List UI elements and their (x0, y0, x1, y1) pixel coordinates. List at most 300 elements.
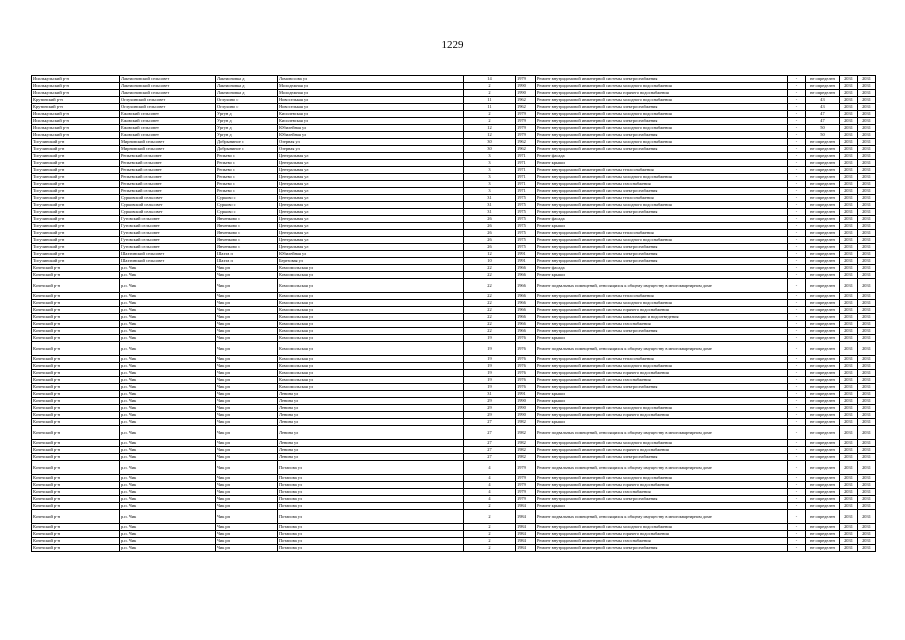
cell-house-number: 26 (464, 223, 516, 230)
cell-plan-year-end: 2031 (858, 461, 876, 475)
cell-work-type: Ремонт внутридомовой инженерной системы холодного водоснабжения (536, 202, 788, 209)
cell-house-number: 3 (464, 188, 516, 195)
cell-area: не определен (806, 384, 840, 391)
cell-plan-year-start: 2031 (840, 328, 858, 335)
repair-register-table (31, 75, 876, 552)
cell-build-year: 1971 (516, 174, 536, 181)
cell-house-number: 19 (464, 356, 516, 363)
cell-plan-year-start: 2031 (840, 419, 858, 426)
cell-plan-year-end: 2031 (858, 300, 876, 307)
cell-house-number: 30 (464, 146, 516, 153)
cell-district: Тогучинский р-н (32, 216, 120, 223)
cell-col-dash: - (788, 384, 806, 391)
cell-plan-year-start: 2031 (840, 461, 858, 475)
cell-district: Кочечский р-н (32, 342, 120, 356)
cell-work-type: Ремонт внутридомовой инженерной системы электроснабжения (536, 454, 788, 461)
cell-plan-year-start: 2031 (840, 482, 858, 489)
cell-work-type: Ремонт внутридомовой инженерной системы горячего водоснабжения (536, 370, 788, 377)
cell-street: Юбилейная ул (278, 132, 464, 139)
cell-municipality: Сурковский сельсовет (120, 195, 216, 202)
cell-house-number: 22 (464, 300, 516, 307)
cell-street: Центральная ул (278, 160, 464, 167)
cell-street: Комсомольская ул (278, 328, 464, 335)
cell-area: не определен (806, 370, 840, 377)
cell-work-type: Ремонт внутридомовой инженерной системы холодного водоснабжения (536, 300, 788, 307)
cell-col-dash: - (788, 531, 806, 538)
cell-plan-year-end: 2031 (858, 202, 876, 209)
cell-municipality: р.п. Чик (120, 426, 216, 440)
cell-district: Кочечский р-н (32, 447, 120, 454)
cell-house-number: 27 (464, 440, 516, 447)
cell-street: Центральная ул (278, 181, 464, 188)
cell-municipality: р.п. Чик (120, 454, 216, 461)
cell-plan-year-start: 2031 (840, 209, 858, 216)
table-row (32, 111, 876, 118)
cell-house-number: 4 (464, 475, 516, 482)
cell-work-type: Ремонт крыши (536, 160, 788, 167)
cell-settlement: Репьево с (216, 188, 278, 195)
cell-street: Потапова ул (278, 503, 464, 510)
cell-plan-year-start: 2031 (840, 279, 858, 293)
table-row (32, 531, 876, 538)
cell-col-dash: - (788, 167, 806, 174)
cell-col-dash: - (788, 125, 806, 132)
table-row (32, 258, 876, 265)
cell-plan-year-start: 2031 (840, 83, 858, 90)
cell-settlement: Чик рп (216, 356, 278, 363)
cell-work-type: Ремонт подвальных помещений, относящихся к общему имуществу в многоквартирном доме (536, 461, 788, 475)
cell-street: Комсомольская ул (278, 300, 464, 307)
cell-house-number: 2 (464, 503, 516, 510)
cell-house-number: 12 (464, 125, 516, 132)
cell-house-number: 19 (464, 342, 516, 356)
cell-district: Исилькульский р-н (32, 111, 120, 118)
cell-col-dash: - (788, 300, 806, 307)
cell-municipality: Шахтинский сельсовет (120, 251, 216, 258)
cell-district: Кочечский р-н (32, 314, 120, 321)
cell-settlement: Сурково с (216, 209, 278, 216)
cell-street: Ленина ул (278, 405, 464, 412)
table-row (32, 335, 876, 342)
cell-plan-year-start: 2031 (840, 174, 858, 181)
cell-work-type: Ремонт внутридомовой инженерной системы электроснабжения (536, 496, 788, 503)
cell-col-dash: - (788, 363, 806, 370)
cell-plan-year-end: 2031 (858, 181, 876, 188)
cell-street: Ломоносова ул (278, 76, 464, 83)
cell-street: Комсомольская ул (278, 272, 464, 279)
cell-plan-year-start: 2031 (840, 454, 858, 461)
cell-street: Центральная ул (278, 237, 464, 244)
cell-col-dash: - (788, 356, 806, 363)
cell-work-type: Ремонт крыши (536, 391, 788, 398)
table-row (32, 524, 876, 531)
cell-plan-year-end: 2031 (858, 251, 876, 258)
cell-plan-year-end: 2031 (858, 167, 876, 174)
cell-build-year: 1990 (516, 412, 536, 419)
cell-house-number: 22 (464, 279, 516, 293)
cell-area: не определен (806, 328, 840, 335)
cell-plan-year-start: 2031 (840, 104, 858, 111)
cell-area: не определен (806, 216, 840, 223)
cell-work-type: Ремонт внутридомовой инженерной системы холодного водоснабжения (536, 97, 788, 104)
cell-settlement: Чик рп (216, 307, 278, 314)
cell-col-dash: - (788, 76, 806, 83)
cell-plan-year-start: 2031 (840, 202, 858, 209)
cell-district: Кочечский р-н (32, 496, 120, 503)
cell-settlement: Чик рп (216, 419, 278, 426)
table-row (32, 398, 876, 405)
cell-plan-year-end: 2031 (858, 90, 876, 97)
table-row (32, 223, 876, 230)
cell-house-number: 31 (464, 195, 516, 202)
cell-street: Ленина ул (278, 440, 464, 447)
cell-area: 50 (806, 132, 840, 139)
cell-area: не определен (806, 377, 840, 384)
cell-district: Тогучинский р-н (32, 153, 120, 160)
cell-plan-year-end: 2031 (858, 216, 876, 223)
cell-municipality: Репьевский сельсовет (120, 153, 216, 160)
cell-col-dash: - (788, 510, 806, 524)
cell-plan-year-end: 2031 (858, 223, 876, 230)
cell-settlement: Репьево с (216, 153, 278, 160)
cell-house-number: 11 (464, 104, 516, 111)
cell-settlement: Янченково с (216, 244, 278, 251)
cell-plan-year-end: 2031 (858, 153, 876, 160)
cell-municipality: р.п. Чик (120, 405, 216, 412)
cell-district: Кочечский р-н (32, 363, 120, 370)
cell-col-dash: - (788, 181, 806, 188)
cell-col-dash: - (788, 335, 806, 342)
cell-municipality: р.п. Чик (120, 412, 216, 419)
cell-build-year: 1975 (516, 202, 536, 209)
cell-district: Тогучинский р-н (32, 181, 120, 188)
table-row (32, 356, 876, 363)
cell-work-type: Ремонт внутридомовой инженерной системы холодного водоснабжения (536, 475, 788, 482)
cell-district: Исилькульский р-н (32, 132, 120, 139)
cell-col-dash: - (788, 153, 806, 160)
cell-house-number: 2 (464, 545, 516, 552)
cell-municipality: Ежовский сельсовет (120, 125, 216, 132)
cell-plan-year-end: 2031 (858, 230, 876, 237)
table-row (32, 216, 876, 223)
cell-municipality: р.п. Чик (120, 377, 216, 384)
cell-house-number: 2 (464, 118, 516, 125)
cell-house-number: 19 (464, 384, 516, 391)
cell-district: Кочечский р-н (32, 454, 120, 461)
cell-work-type: Ремонт внутридомовой инженерной системы электроснабжения (536, 146, 788, 153)
cell-work-type: Ремонт внутридомовой инженерной системы горячего водоснабжения (536, 90, 788, 97)
cell-col-dash: - (788, 230, 806, 237)
cell-street: Комсомольская ул (278, 370, 464, 377)
table-row (32, 545, 876, 552)
cell-plan-year-start: 2031 (840, 426, 858, 440)
cell-municipality: Оглухинский сельсовет (120, 97, 216, 104)
cell-settlement: Чик рп (216, 391, 278, 398)
cell-municipality: р.п. Чик (120, 510, 216, 524)
cell-street: Потапова ул (278, 489, 464, 496)
cell-plan-year-end: 2031 (858, 111, 876, 118)
cell-build-year: 1976 (516, 342, 536, 356)
table-row (32, 370, 876, 377)
cell-district: Кочечский р-н (32, 419, 120, 426)
cell-plan-year-start: 2031 (840, 377, 858, 384)
cell-district: Кочечский р-н (32, 293, 120, 300)
cell-plan-year-start: 2031 (840, 384, 858, 391)
cell-municipality: р.п. Чик (120, 545, 216, 552)
cell-settlement: Чик рп (216, 531, 278, 538)
cell-house-number: 4 (464, 482, 516, 489)
cell-district: Кочечский р-н (32, 503, 120, 510)
cell-area: не определен (806, 258, 840, 265)
cell-area: не определен (806, 496, 840, 503)
cell-settlement: Чик рп (216, 384, 278, 391)
cell-build-year: 1966 (516, 300, 536, 307)
cell-district: Тогучинский р-н (32, 223, 120, 230)
cell-plan-year-end: 2031 (858, 538, 876, 545)
cell-col-dash: - (788, 216, 806, 223)
cell-build-year: 1966 (516, 328, 536, 335)
cell-settlement: Чик рп (216, 279, 278, 293)
cell-municipality: р.п. Чик (120, 384, 216, 391)
cell-plan-year-start: 2031 (840, 440, 858, 447)
cell-settlement: Янченково с (216, 230, 278, 237)
cell-district: Кочечский р-н (32, 307, 120, 314)
cell-municipality: р.п. Чик (120, 321, 216, 328)
table-row (32, 307, 876, 314)
cell-settlement: Репьево с (216, 160, 278, 167)
cell-street: Новоселькая ул (278, 104, 464, 111)
cell-work-type: Ремонт внутридомовой инженерной системы холодного водоснабжения (536, 111, 788, 118)
cell-build-year: 1966 (516, 272, 536, 279)
table-row (32, 174, 876, 181)
cell-municipality: Репьевский сельсовет (120, 188, 216, 195)
cell-street: Озерная ул (278, 139, 464, 146)
cell-street: Ленина ул (278, 454, 464, 461)
cell-street: Потапова ул (278, 496, 464, 503)
cell-plan-year-end: 2031 (858, 125, 876, 132)
cell-house-number: 19 (464, 370, 516, 377)
cell-plan-year-end: 2031 (858, 209, 876, 216)
cell-build-year: 1984 (516, 538, 536, 545)
cell-area: не определен (806, 461, 840, 475)
cell-area: не определен (806, 90, 840, 97)
cell-settlement: Лактионовка д (216, 76, 278, 83)
cell-street: Комсомольская ул (278, 321, 464, 328)
cell-municipality: Репьевский сельсовет (120, 174, 216, 181)
cell-settlement: Сурково с (216, 195, 278, 202)
cell-street: Ленина ул (278, 419, 464, 426)
cell-plan-year-end: 2031 (858, 293, 876, 300)
cell-municipality: р.п. Чик (120, 482, 216, 489)
cell-plan-year-start: 2031 (840, 111, 858, 118)
cell-col-dash: - (788, 545, 806, 552)
cell-plan-year-start: 2031 (840, 118, 858, 125)
cell-area: не определен (806, 237, 840, 244)
page-number: 1229 (441, 39, 464, 51)
cell-build-year: 1966 (516, 279, 536, 293)
cell-build-year: 1979 (516, 76, 536, 83)
table-row (32, 314, 876, 321)
cell-area: не определен (806, 356, 840, 363)
cell-build-year: 1979 (516, 475, 536, 482)
cell-plan-year-end: 2031 (858, 258, 876, 265)
cell-plan-year-end: 2031 (858, 335, 876, 342)
cell-work-type: Ремонт внутридомовой инженерной системы холодного водоснабжения (536, 139, 788, 146)
cell-build-year: 1984 (516, 531, 536, 538)
cell-build-year: 1971 (516, 167, 536, 174)
cell-district: Тогучинский р-н (32, 202, 120, 209)
cell-build-year: 1982 (516, 440, 536, 447)
cell-plan-year-start: 2031 (840, 321, 858, 328)
cell-work-type: Ремонт внутридомовой инженерной системы горячего водоснабжения (536, 412, 788, 419)
cell-work-type: Ремонт внутридомовой инженерной системы холодного водоснабжения (536, 405, 788, 412)
cell-settlement: Шахта п (216, 251, 278, 258)
cell-build-year: 1979 (516, 118, 536, 125)
cell-municipality: Сурковский сельсовет (120, 202, 216, 209)
cell-district: Тогучинский р-н (32, 251, 120, 258)
cell-work-type: Ремонт внутридомовой инженерной системы теплоснабжения (536, 195, 788, 202)
cell-house-number: 3 (464, 181, 516, 188)
cell-plan-year-end: 2031 (858, 356, 876, 363)
cell-area: не определен (806, 419, 840, 426)
cell-house-number: 4 (464, 489, 516, 496)
cell-house-number: 19 (464, 363, 516, 370)
cell-street: Потапова ул (278, 510, 464, 524)
table-row (32, 405, 876, 412)
cell-col-dash: - (788, 188, 806, 195)
cell-plan-year-start: 2031 (840, 391, 858, 398)
cell-street: Центральная ул (278, 209, 464, 216)
table-row (32, 146, 876, 153)
cell-plan-year-start: 2031 (840, 97, 858, 104)
cell-district: Тогучинский р-н (32, 139, 120, 146)
cell-area: не определен (806, 545, 840, 552)
cell-col-dash: - (788, 524, 806, 531)
cell-house-number: 19 (464, 335, 516, 342)
cell-district: Тогучинский р-н (32, 160, 120, 167)
cell-plan-year-end: 2031 (858, 279, 876, 293)
cell-area: не определен (806, 426, 840, 440)
cell-build-year: 1975 (516, 223, 536, 230)
cell-col-dash: - (788, 398, 806, 405)
cell-street: Комсомольская ул (278, 293, 464, 300)
cell-work-type: Ремонт внутридомовой инженерной системы газоснабжения (536, 181, 788, 188)
cell-settlement: Чик рп (216, 265, 278, 272)
cell-area: не определен (806, 230, 840, 237)
cell-build-year: 1966 (516, 314, 536, 321)
cell-col-dash: - (788, 538, 806, 545)
cell-area: не определен (806, 146, 840, 153)
cell-plan-year-start: 2031 (840, 447, 858, 454)
cell-municipality: Лактионовский сельсовет (120, 76, 216, 83)
cell-municipality: р.п. Чик (120, 524, 216, 531)
cell-house-number: 27 (464, 454, 516, 461)
cell-district: Кочечский р-н (32, 440, 120, 447)
cell-street: Новоселькая ул (278, 97, 464, 104)
cell-settlement: Добрыниное с (216, 139, 278, 146)
cell-district: Кочечский р-н (32, 356, 120, 363)
cell-plan-year-start: 2031 (840, 272, 858, 279)
cell-district: Тогучинский р-н (32, 244, 120, 251)
table-row (32, 272, 876, 279)
cell-settlement: Чик рп (216, 398, 278, 405)
cell-municipality: Репьевский сельсовет (120, 167, 216, 174)
cell-plan-year-start: 2031 (840, 237, 858, 244)
table-row (32, 321, 876, 328)
cell-plan-year-end: 2031 (858, 475, 876, 482)
cell-house-number: 29 (464, 412, 516, 419)
cell-municipality: р.п. Чик (120, 300, 216, 307)
cell-area: не определен (806, 195, 840, 202)
cell-col-dash: - (788, 461, 806, 475)
cell-build-year: 1976 (516, 384, 536, 391)
cell-street: Комсомольская ул (278, 314, 464, 321)
cell-build-year: 1982 (516, 419, 536, 426)
cell-plan-year-start: 2031 (840, 538, 858, 545)
cell-settlement: Добрыниное с (216, 146, 278, 153)
cell-municipality: Ежовский сельсовет (120, 111, 216, 118)
table-row (32, 300, 876, 307)
table-row (32, 426, 876, 440)
cell-area: не определен (806, 202, 840, 209)
cell-build-year: 1975 (516, 195, 536, 202)
cell-settlement: Чик рп (216, 538, 278, 545)
cell-build-year: 1975 (516, 209, 536, 216)
cell-settlement: Репьево с (216, 181, 278, 188)
cell-work-type: Ремонт крыши (536, 335, 788, 342)
cell-col-dash: - (788, 97, 806, 104)
cell-plan-year-start: 2031 (840, 146, 858, 153)
cell-area: не определен (806, 489, 840, 496)
table-row (32, 538, 876, 545)
cell-house-number: 22 (464, 265, 516, 272)
cell-plan-year-end: 2031 (858, 405, 876, 412)
cell-street: Центральная ул (278, 153, 464, 160)
cell-col-dash: - (788, 104, 806, 111)
cell-street: Центральная ул (278, 202, 464, 209)
cell-municipality: Сурковский сельсовет (120, 209, 216, 216)
cell-col-dash: - (788, 475, 806, 482)
cell-plan-year-end: 2031 (858, 454, 876, 461)
cell-house-number: 2 (464, 510, 516, 524)
cell-area: не определен (806, 160, 840, 167)
cell-plan-year-end: 2031 (858, 447, 876, 454)
cell-street: Центральная ул (278, 223, 464, 230)
cell-settlement: Чик рп (216, 489, 278, 496)
cell-plan-year-start: 2031 (840, 139, 858, 146)
cell-house-number: 27 (464, 419, 516, 426)
table-row (32, 489, 876, 496)
cell-area: не определен (806, 300, 840, 307)
cell-house-number: 14 (464, 76, 516, 83)
cell-plan-year-end: 2031 (858, 118, 876, 125)
cell-build-year: 1971 (516, 188, 536, 195)
cell-col-dash: - (788, 503, 806, 510)
cell-street: Комсомольская ул (278, 342, 464, 356)
cell-street: Кисилевская ул (278, 118, 464, 125)
cell-plan-year-end: 2031 (858, 384, 876, 391)
cell-street: Комсомольская ул (278, 384, 464, 391)
cell-work-type: Ремонт внутридомовой инженерной системы горячего водоснабжения (536, 531, 788, 538)
cell-municipality: р.п. Чик (120, 279, 216, 293)
cell-district: Кочечский р-н (32, 461, 120, 475)
cell-house-number: 4 (464, 496, 516, 503)
cell-district: Тогучинский р-н (32, 258, 120, 265)
cell-settlement: Репьево с (216, 174, 278, 181)
cell-work-type: Ремонт внутридомовой инженерной системы холодного водоснабжения (536, 174, 788, 181)
table-row (32, 293, 876, 300)
cell-street: Березовая ул (278, 258, 464, 265)
